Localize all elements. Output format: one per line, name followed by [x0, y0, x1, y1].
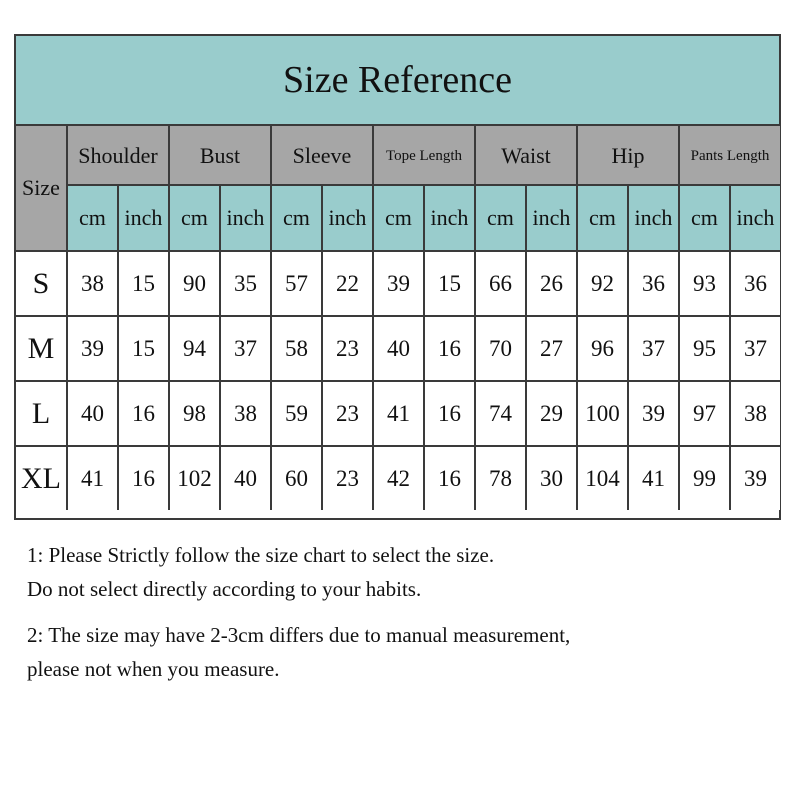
table-cell: 100	[578, 382, 627, 445]
grid-line	[219, 186, 221, 510]
measurement-header: Tope Length	[374, 126, 474, 186]
grid-line	[16, 250, 781, 252]
table-cell: 95	[680, 317, 729, 380]
table-cell: 92	[578, 252, 627, 315]
table-cell: 29	[527, 382, 576, 445]
table-cell: 39	[68, 317, 117, 380]
table-cell: 78	[476, 447, 525, 510]
table-cell: 16	[425, 447, 474, 510]
note-line-3: 2: The size may have 2-3cm differs due to manual measurement,	[27, 623, 571, 647]
grid-line	[627, 186, 629, 510]
table-cell: 41	[374, 382, 423, 445]
table-cell: 59	[272, 382, 321, 445]
table-cell: 15	[119, 317, 168, 380]
measurement-header: Pants Length	[680, 126, 780, 186]
table-cell: 36	[629, 252, 678, 315]
unit-header: inch	[119, 186, 168, 250]
note-line-4: please not when you measure.	[27, 657, 280, 681]
table-cell: 23	[323, 382, 372, 445]
table-cell: 104	[578, 447, 627, 510]
measurement-header: Hip	[578, 126, 678, 186]
table-cell: 22	[323, 252, 372, 315]
unit-header: cm	[68, 186, 117, 250]
table-cell: 37	[731, 317, 780, 380]
table-cell: 90	[170, 252, 219, 315]
table-cell: 41	[629, 447, 678, 510]
table-cell: 40	[221, 447, 270, 510]
grid-line	[321, 186, 323, 510]
table-cell: 41	[68, 447, 117, 510]
grid-line	[16, 445, 781, 447]
table-cell: 60	[272, 447, 321, 510]
unit-header: cm	[170, 186, 219, 250]
table-cell: 37	[221, 317, 270, 380]
table-cell: 37	[629, 317, 678, 380]
unit-header: inch	[629, 186, 678, 250]
table-cell: 27	[527, 317, 576, 380]
note-line-2: Do not select directly according to your habits.	[27, 577, 422, 601]
table-cell: 39	[374, 252, 423, 315]
unit-header: inch	[527, 186, 576, 250]
table-cell: 99	[680, 447, 729, 510]
unit-header: inch	[731, 186, 780, 250]
table-cell: 15	[425, 252, 474, 315]
unit-header: cm	[578, 186, 627, 250]
grid-line	[525, 186, 527, 510]
measurement-header: Shoulder	[68, 126, 168, 186]
unit-header: inch	[323, 186, 372, 250]
measurement-header: Sleeve	[272, 126, 372, 186]
grid-line	[117, 186, 119, 510]
notes	[27, 538, 570, 686]
unit-header: inch	[425, 186, 474, 250]
table-cell: 30	[527, 447, 576, 510]
measurement-header: Waist	[476, 126, 576, 186]
table-cell: 23	[323, 317, 372, 380]
table-cell: 74	[476, 382, 525, 445]
table-cell: 16	[425, 382, 474, 445]
table-cell: 15	[119, 252, 168, 315]
table-cell: 96	[578, 317, 627, 380]
table-cell: 58	[272, 317, 321, 380]
unit-header: inch	[221, 186, 270, 250]
table-cell: 93	[680, 252, 729, 315]
table-cell: 35	[221, 252, 270, 315]
size-label: L	[16, 382, 66, 445]
size-label: XL	[16, 447, 66, 510]
unit-header: cm	[476, 186, 525, 250]
note-line-1: 1: Please Strictly follow the size chart to select the size.	[27, 543, 495, 567]
grid-line	[66, 184, 781, 186]
size-header: Size	[16, 126, 66, 250]
grid-line	[16, 315, 781, 317]
table-cell: 16	[119, 447, 168, 510]
table-cell: 23	[323, 447, 372, 510]
unit-header: cm	[680, 186, 729, 250]
grid-line	[423, 186, 425, 510]
table-cell: 39	[629, 382, 678, 445]
table-cell: 16	[425, 317, 474, 380]
unit-header: cm	[272, 186, 321, 250]
table-cell: 94	[170, 317, 219, 380]
table-cell: 38	[731, 382, 780, 445]
unit-header: cm	[374, 186, 423, 250]
table-cell: 39	[731, 447, 780, 510]
size-label: M	[16, 317, 66, 380]
size-chart	[14, 34, 781, 520]
table-cell: 42	[374, 447, 423, 510]
table-cell: 97	[680, 382, 729, 445]
table-cell: 16	[119, 382, 168, 445]
table-cell: 36	[731, 252, 780, 315]
chart-title: Size Reference	[16, 36, 779, 126]
table-cell: 40	[68, 382, 117, 445]
size-label: S	[16, 252, 66, 315]
table-cell: 66	[476, 252, 525, 315]
grid-line	[729, 186, 731, 510]
table-cell: 98	[170, 382, 219, 445]
table-cell: 57	[272, 252, 321, 315]
table-cell: 70	[476, 317, 525, 380]
table-cell: 102	[170, 447, 219, 510]
table-cell: 40	[374, 317, 423, 380]
table-cell: 38	[68, 252, 117, 315]
table-cell: 26	[527, 252, 576, 315]
grid-line	[16, 380, 781, 382]
table-cell: 38	[221, 382, 270, 445]
measurement-header: Bust	[170, 126, 270, 186]
